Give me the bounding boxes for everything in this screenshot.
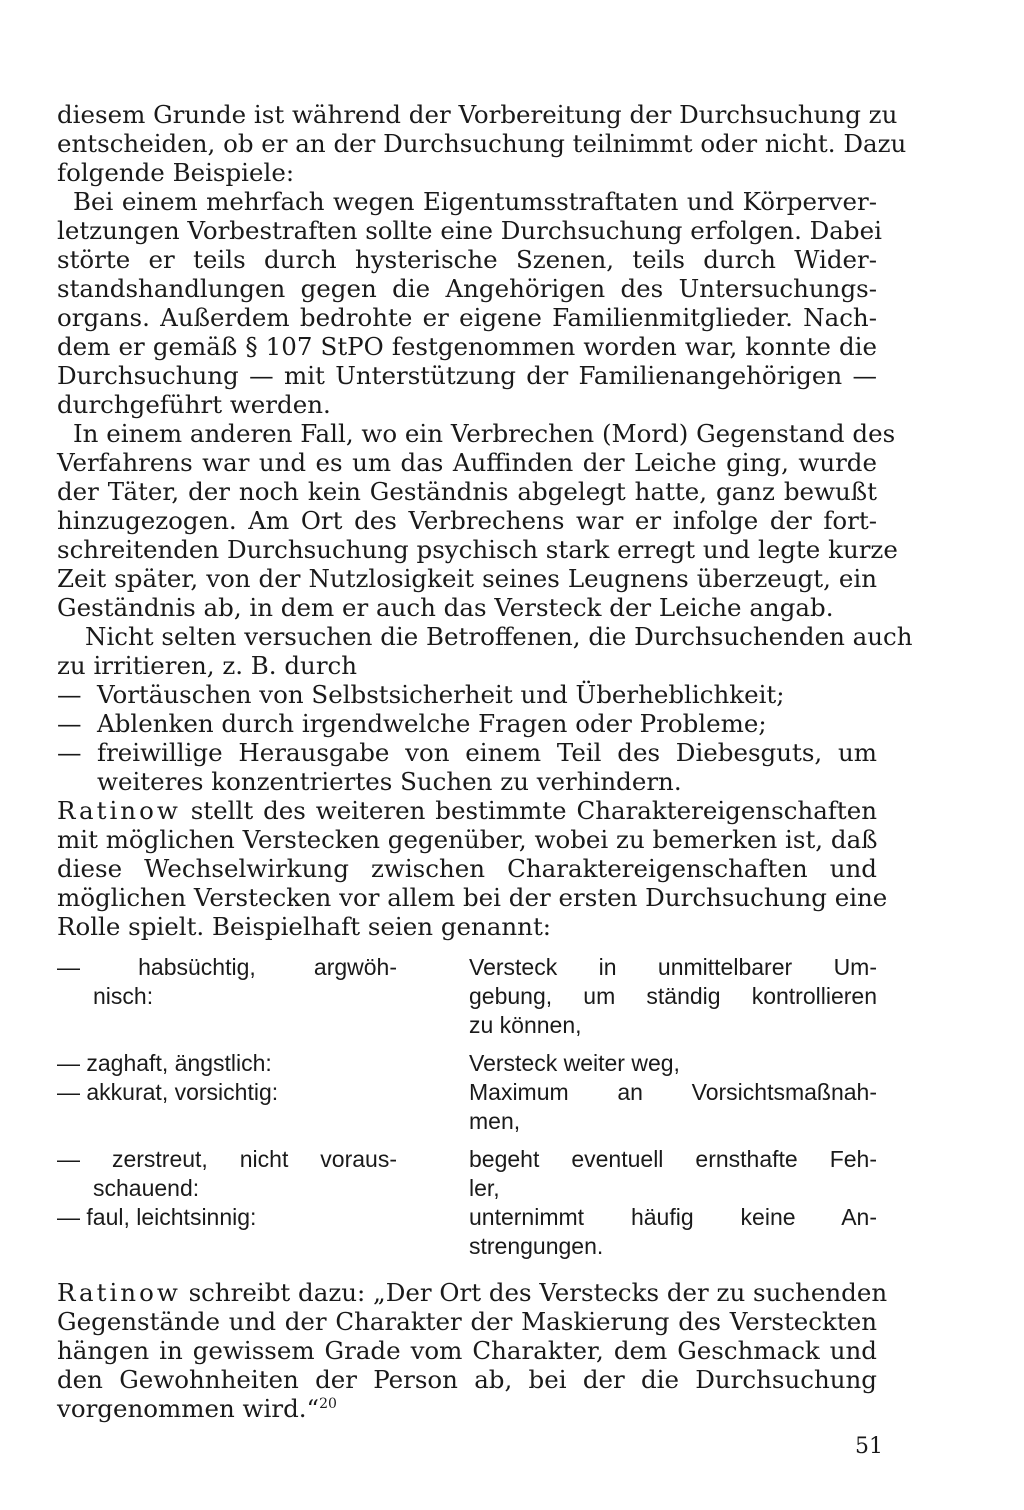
ratinow-paragraph-1 [57,796,888,941]
text-fragment: vorgenommen wird.“ [57,1394,320,1423]
text-line: hängen in gewissem Grade vom Charakter, dem Geschmack und [57,1336,877,1365]
text-line: unternimmt häufig keine An- [469,1204,877,1230]
text-line: Zeit später, von der Nutzlosigkeit seines Leugnens überzeugt, ein [57,564,877,593]
trait-row [57,1145,877,1203]
text-line: — akkurat, vorsichtig: [57,1079,279,1105]
example-paragraph-2 [57,419,898,622]
text-line: mit möglichen Verstecken gegenüber, wobei zu bemerken ist, daß [57,825,878,854]
text-line: freiwillige Herausgabe von einem Teil des Diebesguts, um [97,738,877,767]
dash-marker: — [57,738,82,767]
text-line: durchgeführt werden. [57,390,331,419]
text-line: — zaghaft, ängstlich: [57,1050,272,1076]
text-line: weiteres konzentriertes Suchen zu verhindern. [97,767,682,796]
text-line: Bei einem mehrfach wegen Eigentumsstraftaten und Körperver- [73,187,877,216]
text-line: Maximum an Vorsichtsmaßnah- [469,1079,877,1105]
trait-hiding-place [469,1078,877,1136]
text-line: Gegenstände und der Charakter der Maskierung des Versteckten [57,1307,877,1336]
list-item-text [97,738,877,796]
text-line [57,1278,888,1307]
text-line: — faul, leichtsinnig: [57,1204,257,1230]
text-line: dem er gemäß § 107 StPO festgenommen worden war, konnte die [57,332,877,361]
text-line: hinzugezogen. Am Ort des Verbrechens war er infolge der fort- [57,506,877,535]
text-line: möglichen Verstecken vor allem bei der ersten Durchsuchung eine [57,883,888,912]
dash-marker: — [57,709,82,738]
text-line: standshandlungen gegen die Angehörigen des Untersuchungs- [57,274,877,303]
text-line [57,796,877,825]
text-line: ler, [469,1175,500,1201]
trait-hiding-place [469,1145,877,1203]
text-line: zu können, [469,1012,582,1038]
text-line: nisch: [93,983,154,1009]
list-item [57,738,877,796]
trait-label [57,953,469,1040]
text-line: Nicht selten versuchen die Betroffenen, die Durchsuchenden auch [85,622,913,651]
irritate-paragraph [57,622,913,680]
text-line: Versteck weiter weg, [469,1050,680,1076]
text-line: der Täter, der noch kein Geständnis abgelegt hatte, ganz bewußt [57,477,877,506]
trait-label [57,1203,469,1261]
text-line: Verfahrens war und es um das Auffinden der Leiche ging, wurde [57,448,877,477]
text-line: In einem anderen Fall, wo ein Verbrechen (Mord) Gegenstand des [73,419,896,448]
text-line: Rolle spielt. Beispielhaft seien genannt: [57,912,552,941]
text-line: störte er teils durch hysterische Szenen, teils durch Wider- [57,245,877,274]
list-item [57,709,877,738]
text-line: letzungen Vorbestraften sollte eine Durchsuchung erfolgen. Dabei [57,216,882,245]
text-line: Versteck in unmittelbarer Um- [469,954,877,980]
trait-row [57,1078,877,1136]
trait-hiding-place [469,1049,877,1078]
trait-label [57,1145,469,1203]
text-fragment: stellt des weiteren bestimmte Charaktereigenschaften [180,796,877,825]
text-line: Durchsuchung — mit Unterstützung der Familienangehörigen — [57,361,877,390]
trait-label [57,1078,469,1136]
text-line: — habsüchtig, argwöh- [57,954,397,980]
intro-paragraph [57,100,907,187]
text-line: schauend: [93,1175,200,1201]
text-line: folgende Beispiele: [57,158,295,187]
list-item [57,680,877,709]
text-line: diese Wechselwirkung zwischen Charaktereigenschaften und [57,854,877,883]
ratinow-paragraph-2 [57,1278,888,1423]
list-item-text: Vortäuschen von Selbstsicherheit und Überheblichkeit; [97,680,785,709]
text-line: — zerstreut, nicht voraus- [57,1146,397,1172]
text-line: zu irritieren, z. B. durch [57,651,358,680]
text-line: men, [469,1108,521,1134]
author-name: Ratinow [57,1278,181,1307]
text-line: strengungen. [469,1233,604,1259]
trait-hiding-place [469,1203,877,1261]
text-line: den Gewohnheiten der Person ab, bei der die Durchsuchung [57,1365,877,1394]
trait-row [57,1049,877,1078]
bullet-list [57,680,877,796]
text-fragment: schreibt dazu: „Der Ort des Verstecks der zu suchenden [180,1278,888,1307]
trait-hiding-place [469,953,877,1040]
example-paragraph-1 [57,187,882,419]
text-line: entscheiden, ob er an der Durchsuchung teilnimmt oder nicht. Dazu [57,129,907,158]
trait-row [57,1203,877,1261]
trait-row [57,953,877,1040]
author-name: Ratinow [57,796,181,825]
page-body [57,100,913,1423]
text-line: begeht eventuell ernsthafte Feh- [469,1146,877,1172]
text-line: schreitenden Durchsuchung psychisch stark erregt und legte kurze [57,535,898,564]
dash-marker: — [57,680,82,709]
traits-table [57,953,877,1261]
page-number: 51 [855,1434,883,1459]
footnote-marker: 20 [319,1396,337,1412]
text-line: Geständnis ab, in dem er auch das Versteck der Leiche angab. [57,593,834,622]
text-line: gebung, um ständig kontrollieren [469,983,877,1009]
text-line: diesem Grunde ist während der Vorbereitung der Durchsuchung zu [57,100,898,129]
text-line [57,1394,877,1423]
text-line: organs. Außerdem bedrohte er eigene Familienmitglieder. Nach- [57,303,877,332]
list-item-text: Ablenken durch irgendwelche Fragen oder Probleme; [97,709,767,738]
trait-label [57,1049,469,1078]
